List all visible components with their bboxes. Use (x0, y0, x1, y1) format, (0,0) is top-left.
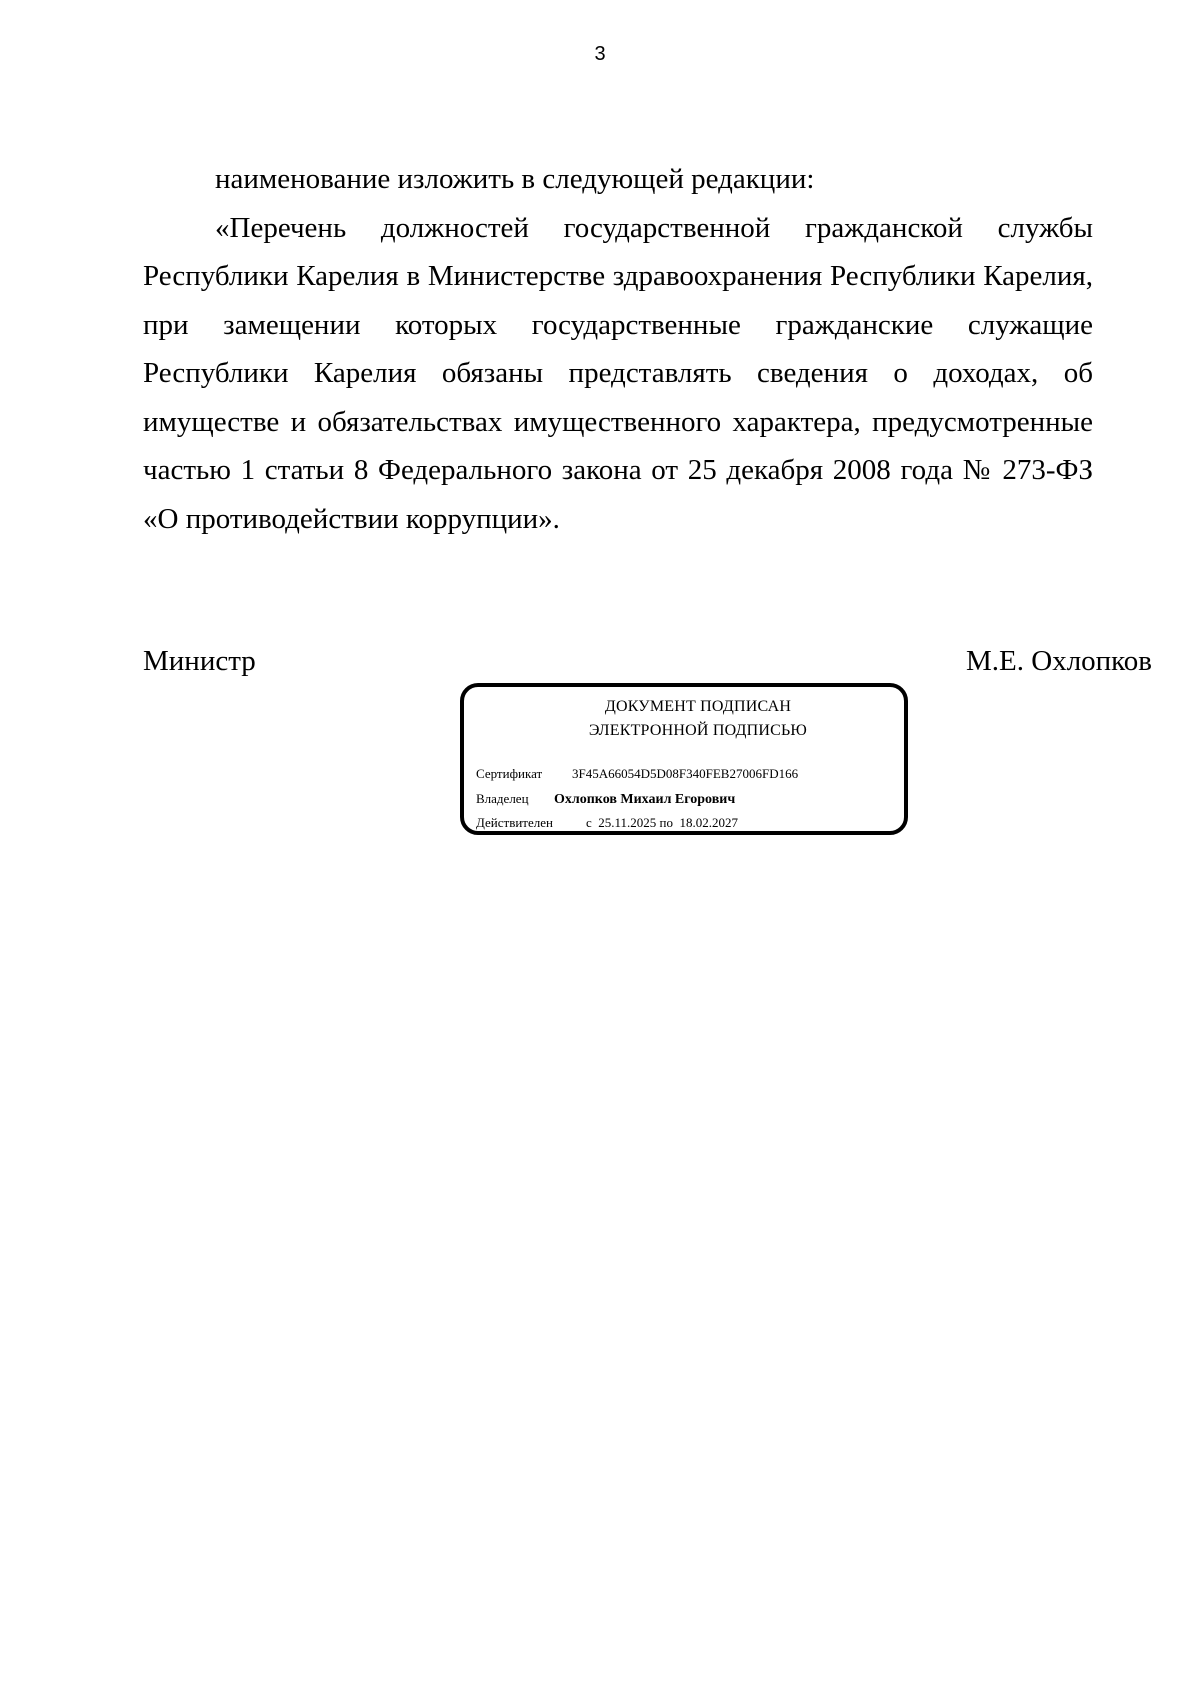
validity-label: Действителен (476, 815, 553, 830)
signatory-name: М.Е. Охлопков (966, 645, 1152, 677)
document-body (143, 155, 1093, 543)
certificate-value: 3F45A66054D5D08F340FEB27006FD166 (572, 766, 799, 781)
stamp-heading-line1: ДОКУМЕНТ ПОДПИСАН (604, 698, 792, 715)
certificate-label: Сертификат (476, 766, 543, 781)
signatory-title: Министр (143, 645, 256, 677)
stamp-heading-line2: ЭЛЕКТРОННОЙ ПОДПИСЬЮ (588, 722, 808, 739)
stamp-validity-row (476, 814, 738, 832)
electronic-signature-stamp (460, 683, 908, 835)
stamp-certificate-row (476, 765, 798, 783)
owner-value: Охлопков Михаил Егорович (554, 792, 736, 807)
validity-value: с 25.11.2025 по 18.02.2027 (586, 815, 738, 830)
stamp-owner-row (476, 790, 735, 809)
intro-paragraph: наименование изложить в следующей редакции: (215, 163, 815, 195)
owner-label: Владелец (476, 791, 529, 806)
page-number: 3 (594, 43, 606, 65)
quoted-paragraph: «Перечень должностей государственной гражданской службы Республики Карелия в Министерстве здравоохранения Республики Карелия, при замещении которых государственные гражданские служащие Республики Карелия обязаны представлять сведения о доходах, об имуществе и обязательствах имущественного характера, предусмотренные частью 1 статьи 8 Федерального закона от 25 декабря 2008 года № 273-ФЗ «О противодействии коррупции». (143, 211, 1093, 535)
